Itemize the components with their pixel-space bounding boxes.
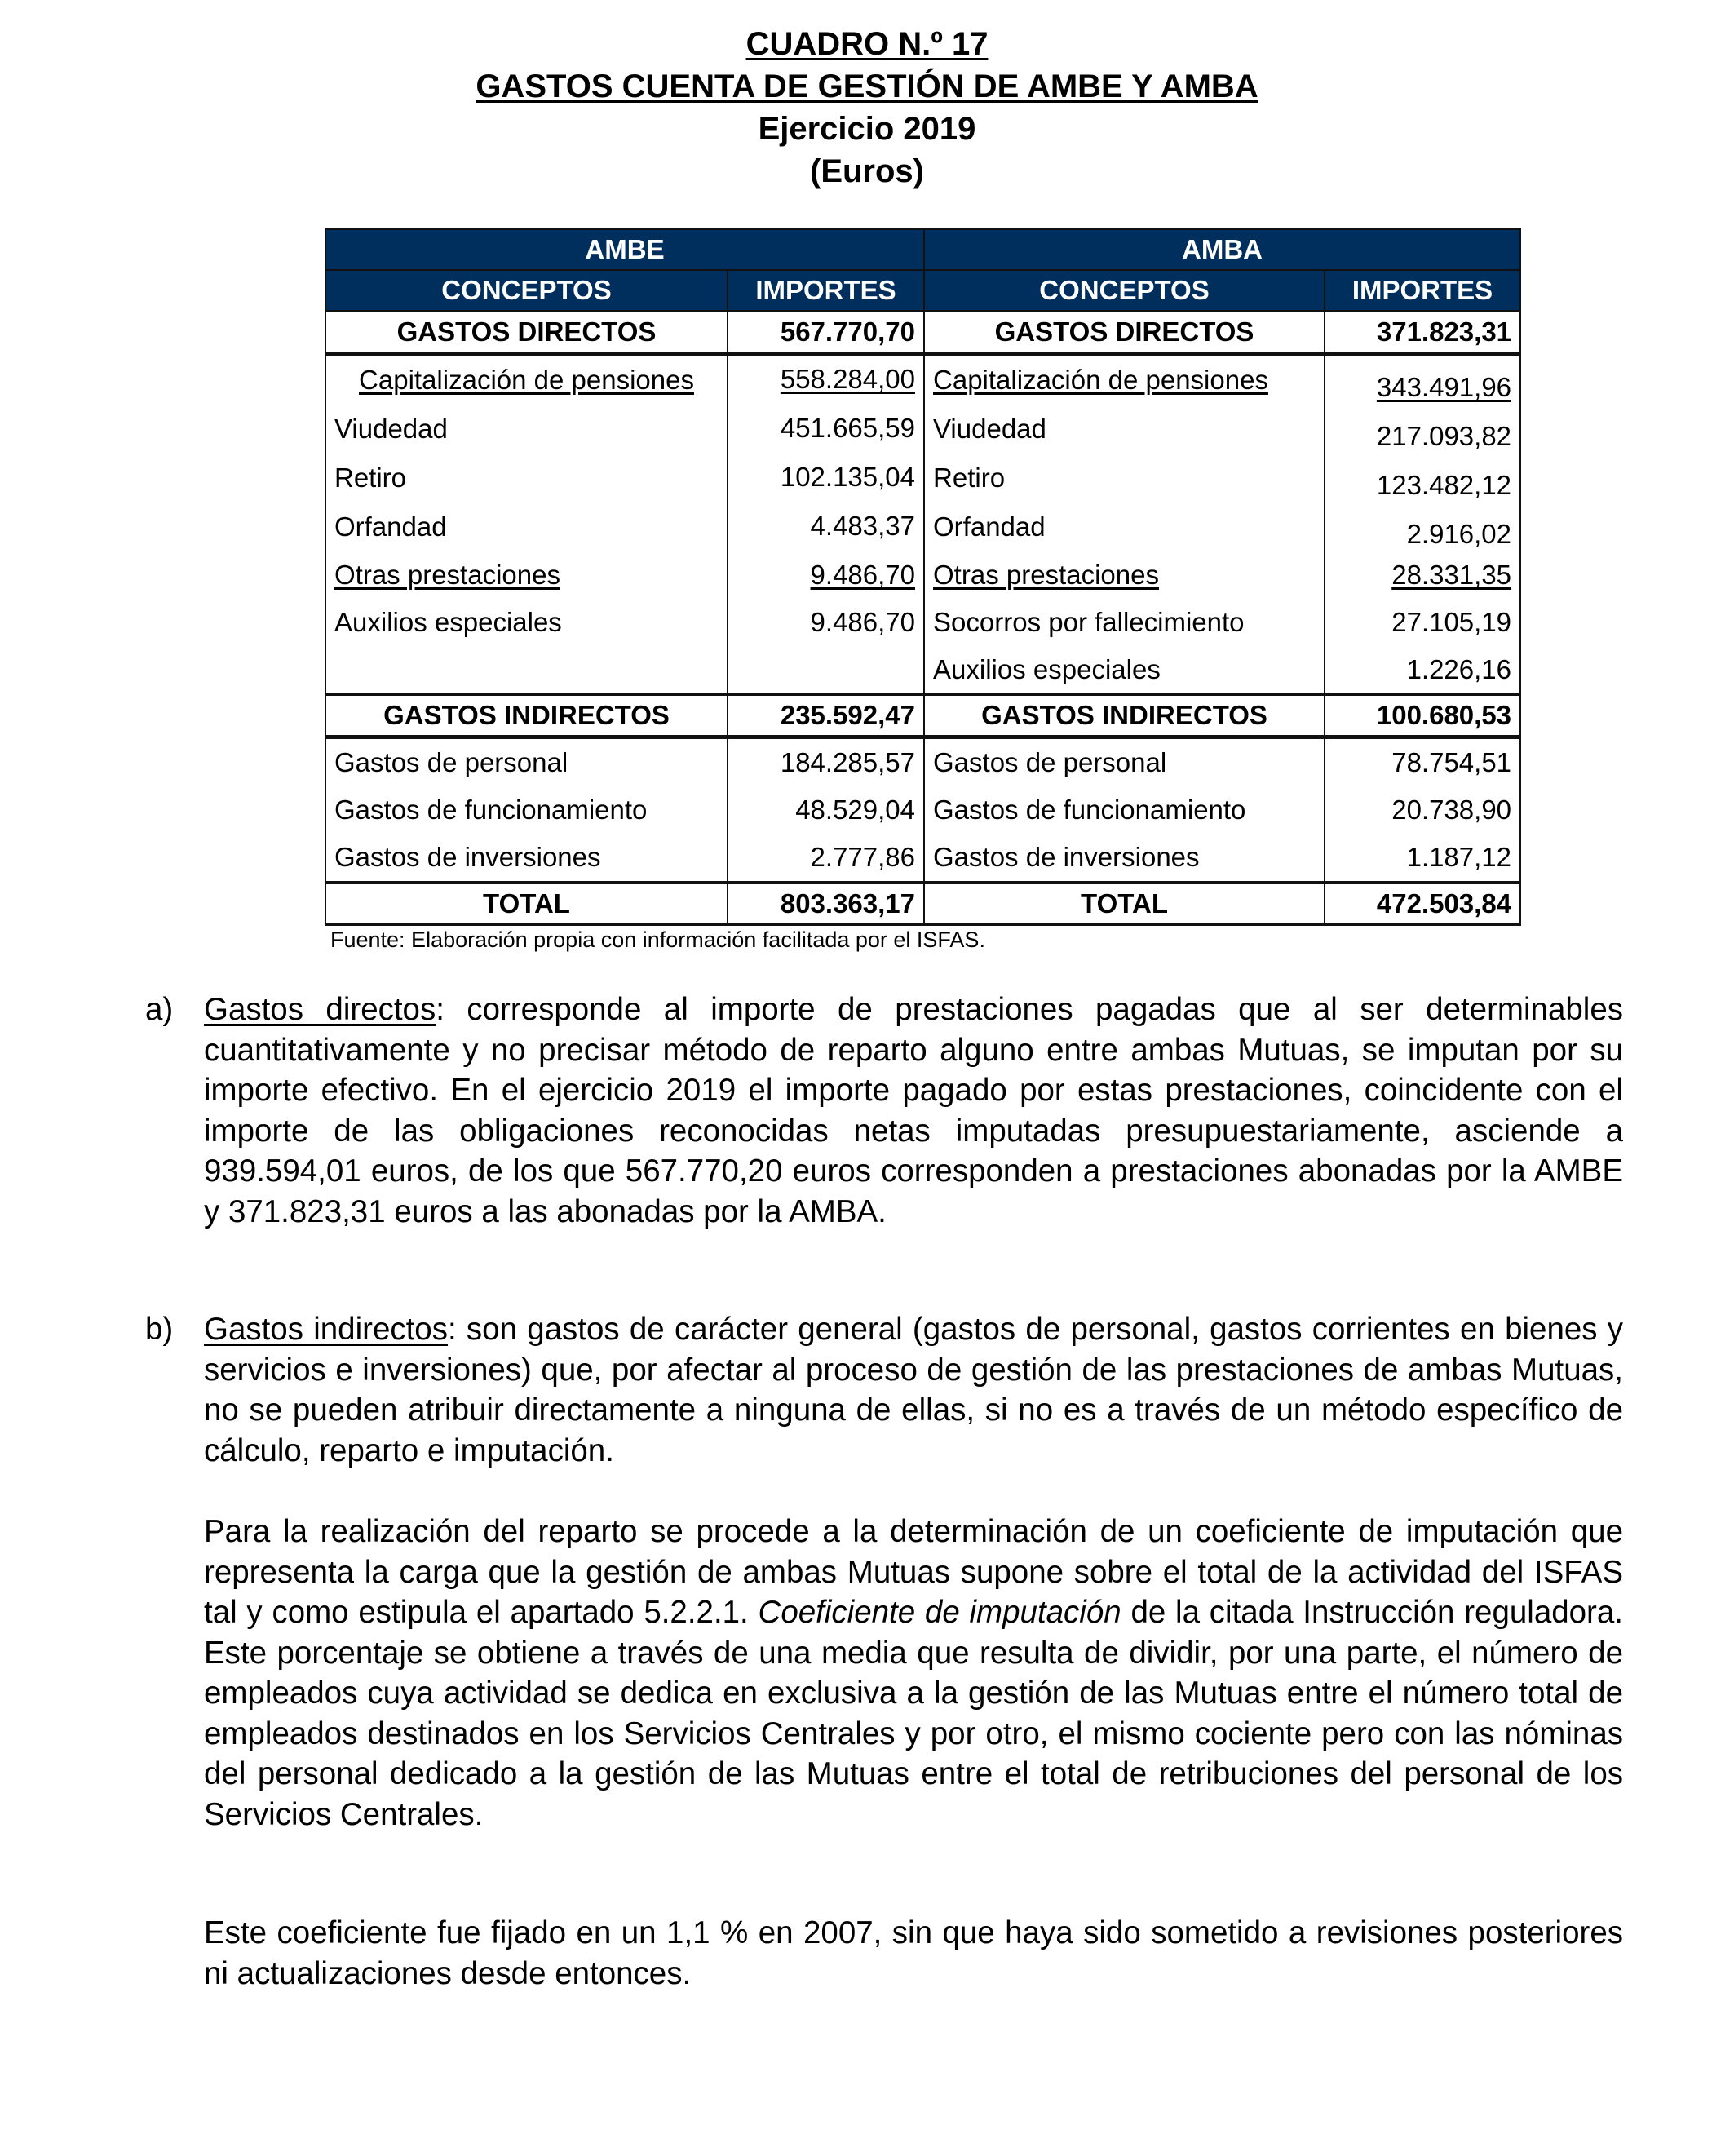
list-marker-b: b)	[145, 1312, 174, 1347]
row-value: 558.284,00	[780, 364, 916, 394]
table-row	[325, 502, 1520, 551]
paragraph-text: : son gastos de carácter general (gastos de personal, gastos corrientes en bienes y servicios e inversiones) que, por afectar al proceso de gestión de las prestaciones de ambas Mutuas, no se pueden atribuir directamente a ninguna de ellas, si no es a través de un método específico de cálculo, reparto e imputación.	[204, 1312, 1624, 1468]
table-row	[325, 551, 1520, 599]
currency-unit: (Euros)	[810, 153, 924, 189]
row-value: 9.486,70	[810, 560, 916, 590]
row-value: 102.135,04	[728, 454, 924, 502]
row-value: 20.738,90	[1325, 786, 1520, 834]
row-label: Capitalización de pensiones	[359, 365, 694, 395]
paragraph-reparto	[204, 1512, 1623, 1835]
row-label: Gastos de funcionamiento	[325, 786, 728, 834]
expenses-table	[325, 228, 1521, 926]
table-row	[325, 454, 1520, 502]
table-row	[325, 834, 1520, 883]
table-row	[325, 646, 1520, 695]
column-header: CONCEPTOS	[924, 270, 1325, 312]
row-value: 2.777,86	[728, 834, 924, 883]
row-value: 1.226,16	[1325, 646, 1520, 695]
row-label	[325, 646, 728, 695]
row-value: 123.482,12	[1325, 454, 1520, 502]
total-value: 803.363,17	[728, 883, 924, 925]
table-row	[325, 599, 1520, 646]
group-header-ambe: AMBE	[325, 229, 924, 270]
group-header-row	[325, 229, 1520, 270]
row-label: Orfandad	[924, 502, 1325, 551]
section-value: 100.680,53	[1325, 695, 1520, 737]
row-label: Gastos de personal	[325, 737, 728, 787]
section-label: GASTOS DIRECTOS	[325, 312, 728, 354]
paragraph-gastos-indirectos	[204, 1309, 1623, 1471]
row-value: 451.665,59	[728, 405, 924, 454]
row-value	[728, 646, 924, 695]
row-label: Orfandad	[325, 502, 728, 551]
table-row	[325, 405, 1520, 454]
table-row	[325, 354, 1520, 405]
term-gastos-directos: Gastos directos	[204, 992, 436, 1027]
paragraph-gastos-directos	[204, 989, 1623, 1232]
row-value: 27.105,19	[1325, 599, 1520, 646]
row-label: Auxilios especiales	[325, 599, 728, 646]
table-title: GASTOS CUENTA DE GESTIÓN DE AMBE Y AMBA	[476, 69, 1258, 104]
table-row	[325, 737, 1520, 787]
fiscal-year: Ejercicio 2019	[758, 111, 976, 147]
row-label: Gastos de inversiones	[924, 834, 1325, 883]
section-row-gastos-indirectos	[325, 695, 1520, 737]
table-row	[325, 786, 1520, 834]
row-value: 4.483,37	[728, 502, 924, 551]
row-label: Retiro	[924, 454, 1325, 502]
total-row	[325, 883, 1520, 925]
row-value: 184.285,57	[728, 737, 924, 787]
row-label: Retiro	[325, 454, 728, 502]
section-value: 235.592,47	[728, 695, 924, 737]
total-label: TOTAL	[325, 883, 728, 925]
row-label: Capitalización de pensiones	[933, 365, 1268, 395]
row-label: Viudedad	[924, 405, 1325, 454]
row-label: Viudedad	[325, 405, 728, 454]
paragraph-text: Para la realización del reparto se procede a la determinación de un coeficiente de imputación que representa la carga que la gestión de ambas Mutuas supone sobre el total de la actividad del ISFAS tal y como estipula el apartado 5.2.2.1.	[204, 1514, 1623, 1630]
table-number: CUADRO N.º 17	[745, 26, 989, 62]
row-label: Auxilios especiales	[924, 646, 1325, 695]
row-label: Otras prestaciones	[334, 560, 560, 590]
column-header: IMPORTES	[728, 270, 924, 312]
row-label: Gastos de funcionamiento	[924, 786, 1325, 834]
term-gastos-indirectos: Gastos indirectos	[204, 1312, 448, 1347]
row-value: 9.486,70	[728, 599, 924, 646]
section-row-gastos-directos	[325, 312, 1520, 354]
row-value: 78.754,51	[1325, 737, 1520, 787]
column-header: IMPORTES	[1325, 270, 1520, 312]
row-value: 2.916,02	[1325, 502, 1520, 551]
document-title	[0, 23, 1734, 193]
row-label: Socorros por fallecimiento	[924, 599, 1325, 646]
list-marker-a: a)	[145, 992, 174, 1027]
section-value: 567.770,70	[728, 312, 924, 354]
total-label: TOTAL	[924, 883, 1325, 925]
section-label: GASTOS DIRECTOS	[924, 312, 1325, 354]
section-value: 371.823,31	[1325, 312, 1520, 354]
source-note: Fuente: Elaboración propia con información facilitada por el ISFAS.	[330, 927, 985, 952]
column-header-row	[325, 270, 1520, 312]
row-value: 343.491,96	[1376, 372, 1512, 402]
column-header: CONCEPTOS	[325, 270, 728, 312]
row-label: Otras prestaciones	[933, 560, 1159, 590]
total-value: 472.503,84	[1325, 883, 1520, 925]
paragraph-italic-ref: Coeficiente de imputación	[758, 1595, 1121, 1630]
section-label: GASTOS INDIRECTOS	[325, 695, 728, 737]
row-value: 217.093,82	[1325, 405, 1520, 454]
section-label: GASTOS INDIRECTOS	[924, 695, 1325, 737]
row-label: Gastos de inversiones	[325, 834, 728, 883]
paragraph-text: Este coeficiente fue fijado en un 1,1 % en 2007, sin que haya sido sometido a revisiones posteriores ni actualizaciones desde entonces.	[204, 1915, 1623, 1991]
paragraph-coeficiente	[204, 1913, 1623, 1994]
row-value: 1.187,12	[1325, 834, 1520, 883]
paragraph-text: de la citada Instrucción reguladora. Este porcentaje se obtiene a través de una media que resulta de dividir, por una parte, el número de empleados cuya actividad se dedica en exclusiva a la gestión de las Mutuas entre el número total de empleados destinados en los Servicios Centrales y por otro, el mismo cociente pero con las nóminas del personal dedicado a la gestión de las Mutuas entre el total de retribuciones del personal de los Servicios Centrales.	[204, 1595, 1623, 1832]
row-value: 48.529,04	[728, 786, 924, 834]
group-header-amba: AMBA	[924, 229, 1520, 270]
row-value: 28.331,35	[1391, 560, 1512, 590]
row-label: Gastos de personal	[924, 737, 1325, 787]
paragraph-text: : corresponde al importe de prestaciones pagadas que al ser determinables cuantitativamente y no precisar método de reparto alguno entre ambas Mutuas, se imputan por su importe efectivo. En el ejercicio 2019 el importe pagado por estas prestaciones, coincidente con el importe de las obligaciones reconocidas netas imputadas presupuestariamente, asciende a 939.594,01 euros, de los que 567.770,20 euros corresponden a prestaciones abonadas por la AMBE y 371.823,31 euros a las abonadas por la AMBA.	[204, 992, 1623, 1229]
